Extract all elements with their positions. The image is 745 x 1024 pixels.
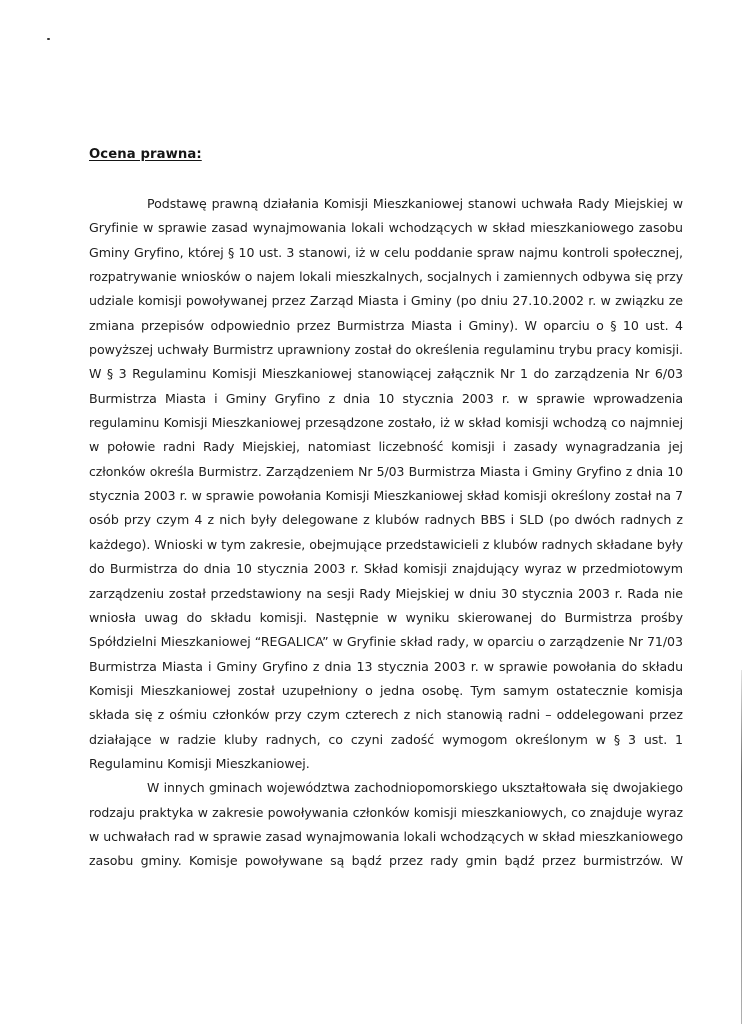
paragraph-1 xyxy=(89,192,683,776)
paragraph-line: osób przy czym 4 z nich były delegowane z klubów radnych BBS i SLD (po dwóch radnych z xyxy=(89,512,683,528)
section-heading: Ocena prawna: xyxy=(89,147,202,162)
paragraph-line: w uchwałach rad w sprawie zasad wynajmowania lokali wchodzących w skład mieszkaniowego xyxy=(89,828,683,844)
paragraph-line: Burmistrza Miasta i Gminy Gryfino z dnia 10 stycznia 2003 r. w sprawie wprowadzenia xyxy=(89,390,683,406)
paragraph-line: powyższej uchwały Burmistrz uprawniony został do określenia regulaminu trybu pracy komisji. xyxy=(89,342,683,358)
paragraph-line: Burmistrza Miasta i Gminy Gryfino z dnia 13 stycznia 2003 r. w sprawie powołania do składu xyxy=(89,658,683,674)
document-page xyxy=(89,146,683,874)
paragraph-line: zarządzeniu został przedstawiony na sesji Rady Miejskiej w dniu 30 stycznia 2003 r. Rada nie xyxy=(89,585,683,601)
paragraph-line: rodzaju praktyka w zakresie powoływania członków komisji mieszkaniowych, co znajduje wyraz xyxy=(89,804,683,820)
paragraph-line: rozpatrywanie wniosków o najem lokali mieszkalnych, socjalnych i zamiennych odbywa się przy xyxy=(89,269,683,285)
paragraph-line: Spółdzielni Mieszkaniowej “REGALICA” w Gryfinie skład rady, w oparciu o zarządzenie Nr 71/03 xyxy=(89,634,683,650)
paragraph-line: Gminy Gryfino, której § 10 ust. 3 stanowi, iż w celu poddanie spraw najmu kontroli społecznej, xyxy=(89,244,683,260)
paragraph-line: Komisji Mieszkaniowej został uzupełniony o jedna osobę. Tym samym ostatecznie komisja xyxy=(89,682,683,698)
paragraph-line: do Burmistrza do dnia 10 stycznia 2003 r. Skład komisji znajdujący wyraz w przedmiotowym xyxy=(89,561,683,577)
paragraph-line: udziale komisji powoływanej przez Zarząd Miasta i Gminy (po dniu 27.10.2002 r. w związku ze xyxy=(89,293,683,309)
paragraph-line: zasobu gminy. Komisje powoływane są bądź przez rady gmin bądź przez burmistrzów. W xyxy=(89,853,683,869)
paragraph-line: Regulaminu Komisji Mieszkaniowej. xyxy=(89,755,310,771)
paragraph-line: zmiana przepisów odpowiednio przez Burmistrza Miasta i Gminy). W oparciu o § 10 ust. 4 xyxy=(89,317,683,333)
paragraph-line: w połowie radni Rady Miejskiej, natomiast liczebność komisji i zasady wynagradzania jej xyxy=(89,439,683,455)
paragraph-line: wniosła uwag do składu komisji. Następnie w wyniku skierowanej do Burmistrza prośby xyxy=(89,609,683,625)
paragraph-line: stycznia 2003 r. w sprawie powołania Komisji Mieszkaniowej skład komisji określony został na 7 xyxy=(89,488,683,504)
paragraph-line: działające w radzie kluby radnych, co czyni zadość wymogom określonym w § 3 ust. 1 xyxy=(89,731,683,747)
paragraph-line: Podstawę prawną działania Komisji Mieszkaniowej stanowi uchwała Rady Miejskiej w xyxy=(147,196,683,211)
paragraph-line: W § 3 Regulaminu Komisji Mieszkaniowej stanowiącej załącznik Nr 1 do zarządzenia Nr 6/03 xyxy=(89,366,683,382)
paragraph-line: składa się z ośmiu członków przy czym czterech z nich stanowią radni – oddelegowani przez xyxy=(89,707,683,723)
scan-artifact-edge-line xyxy=(741,670,742,1024)
paragraph-2 xyxy=(89,776,683,873)
paragraph-line: Gryfinie w sprawie zasad wynajmowania lokali wchodzących w skład mieszkaniowego zasobu xyxy=(89,220,683,236)
scan-artifact-speck xyxy=(47,38,50,40)
paragraph-line: regulaminu Komisji Mieszkaniowej przesądzone zostało, iż w skład komisji wchodzą co najmniej xyxy=(89,415,683,431)
paragraph-line: W innych gminach województwa zachodniopomorskiego ukształtowała się dwojakiego xyxy=(147,780,683,796)
paragraph-line: każdego). Wnioski w tym zakresie, obejmujące przedstawicieli z klubów radnych składane były xyxy=(89,536,683,552)
paragraph-line: członków określa Burmistrz. Zarządzeniem Nr 5/03 Burmistrza Miasta i Gminy Gryfino z dnia 10 xyxy=(89,463,683,479)
